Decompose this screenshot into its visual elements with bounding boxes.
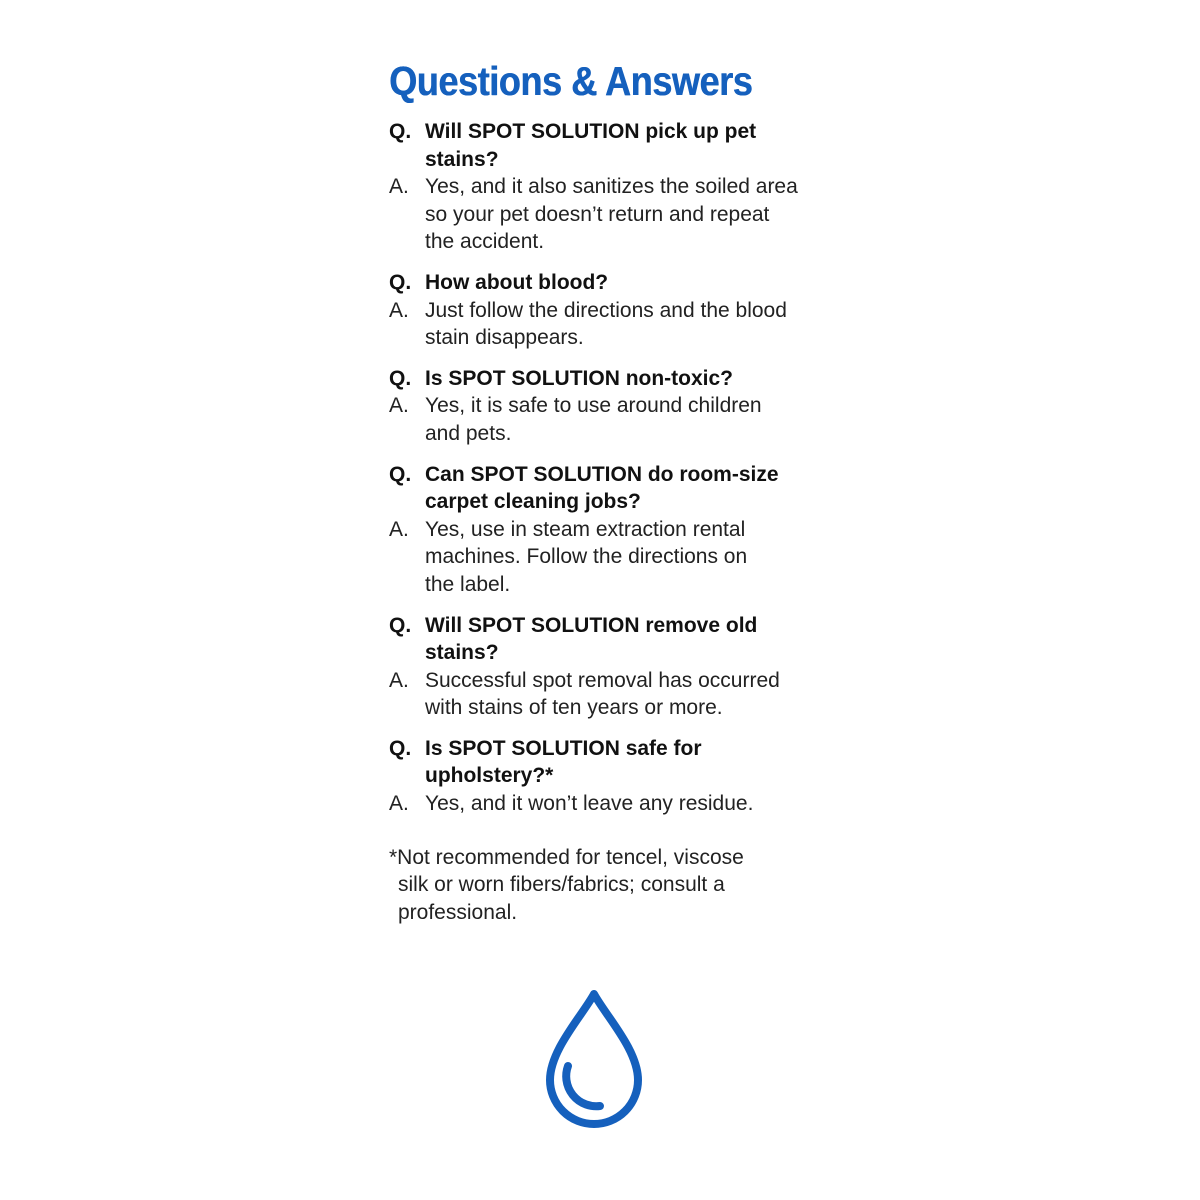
faq-item	[389, 461, 819, 599]
question-text: Is SPOT SOLUTION safe for	[425, 736, 702, 760]
answer-marker: A.	[389, 792, 409, 816]
water-drop-highlight	[566, 1066, 600, 1106]
question-marker	[389, 762, 425, 790]
question-line	[389, 461, 819, 489]
answer-marker	[389, 543, 425, 571]
question-line	[389, 639, 819, 667]
question-text: upholstery?*	[425, 764, 554, 788]
answer-line	[389, 420, 819, 448]
page-title: Questions & Answers	[389, 58, 753, 104]
question-line	[389, 488, 819, 516]
answer-line	[389, 667, 819, 695]
footnote	[389, 844, 819, 927]
faq-list	[389, 118, 819, 818]
answer-marker	[389, 201, 425, 229]
answer-line	[389, 790, 819, 818]
question-text: Will SPOT SOLUTION pick up pet	[425, 120, 757, 143]
question-marker: Q.	[389, 613, 412, 637]
question-line	[389, 118, 819, 146]
answer-marker	[389, 694, 425, 722]
question-text: How about blood?	[425, 270, 609, 294]
question-text: Is SPOT SOLUTION non-toxic?	[425, 366, 734, 390]
question-marker: Q.	[389, 270, 412, 294]
answer-line	[389, 228, 819, 256]
question-text: stains?	[425, 147, 499, 171]
question-line	[389, 146, 819, 174]
answer-text: Yes, and it also sanitizes the soiled area	[425, 175, 798, 199]
answer-line	[389, 297, 819, 325]
faq-item	[389, 118, 819, 256]
footnote-line: silk or worn fibers/fabrics; consult a	[398, 873, 725, 897]
answer-line	[389, 201, 819, 229]
answer-line	[389, 173, 819, 201]
answer-text: Yes, it is safe to use around children	[425, 394, 762, 418]
answer-text: with stains of ten years or more.	[425, 696, 723, 720]
answer-text: Just follow the directions and the blood	[425, 298, 787, 322]
question-marker	[389, 146, 425, 174]
question-text: Will SPOT SOLUTION remove old	[425, 613, 758, 637]
answer-text: so your pet doesn’t return and repeat	[425, 202, 770, 226]
answer-line	[389, 392, 819, 420]
question-text: carpet cleaning jobs?	[425, 490, 641, 514]
question-text: Can SPOT SOLUTION do room-size	[425, 462, 779, 486]
faq-item	[389, 269, 819, 352]
answer-text: Successful spot removal has occurred	[425, 668, 780, 692]
question-marker: Q.	[389, 736, 412, 760]
answer-line	[389, 694, 819, 722]
question-line	[389, 365, 819, 393]
answer-marker	[389, 228, 425, 256]
footnote-line: professional.	[398, 900, 518, 924]
faq-item	[389, 365, 819, 448]
question-marker: Q.	[389, 366, 412, 390]
question-marker: Q.	[389, 462, 412, 486]
faq-item	[389, 735, 819, 818]
answer-line	[389, 571, 819, 599]
answer-text: the label.	[425, 572, 511, 596]
answer-marker	[389, 420, 425, 448]
answer-text: and pets.	[425, 421, 512, 445]
footnote-line: *Not recommended for tencel, viscose	[389, 845, 744, 869]
answer-marker: A.	[389, 668, 409, 692]
answer-marker	[389, 571, 425, 599]
qa-panel	[389, 58, 819, 926]
answer-text: Yes, use in steam extraction rental	[425, 517, 746, 541]
answer-line	[389, 324, 819, 352]
question-marker	[389, 488, 425, 516]
answer-marker: A.	[389, 517, 409, 541]
question-text: stains?	[425, 641, 499, 665]
question-line	[389, 762, 819, 790]
faq-item	[389, 612, 819, 722]
answer-marker: A.	[389, 175, 409, 199]
question-marker: Q.	[389, 120, 412, 143]
answer-text: Yes, and it won’t leave any residue.	[425, 792, 754, 816]
answer-text: stain disappears.	[425, 326, 584, 350]
answer-line	[389, 516, 819, 544]
question-line	[389, 269, 819, 297]
question-line	[389, 612, 819, 640]
water-drop-icon	[538, 986, 650, 1128]
answer-marker: A.	[389, 394, 409, 418]
answer-marker: A.	[389, 298, 409, 322]
question-line	[389, 735, 819, 763]
answer-text: machines. Follow the directions on	[425, 545, 748, 569]
answer-marker	[389, 324, 425, 352]
answer-text: the accident.	[425, 230, 545, 254]
question-marker	[389, 639, 425, 667]
answer-line	[389, 543, 819, 571]
